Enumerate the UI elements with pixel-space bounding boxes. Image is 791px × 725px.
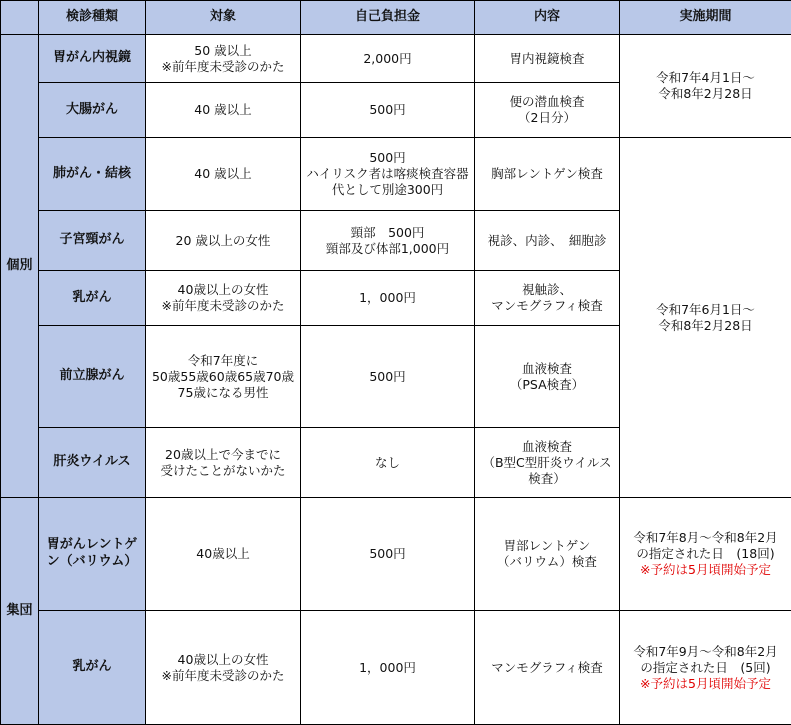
row-fee: 1，000円	[301, 611, 475, 725]
row-target: 令和7年度に 50歳55歳60歳65歳70歳 75歳になる男性	[146, 326, 301, 428]
row-content: 血液検査 （B型C型肝炎ウイルス検査）	[475, 428, 620, 498]
row-target: 40歳以上	[146, 498, 301, 611]
row-type: 前立腺がん	[39, 326, 146, 428]
row-content: 便の潜血検査 （2日分）	[475, 83, 620, 138]
row-type: 大腸がん	[39, 83, 146, 138]
group-label-individual: 個別	[1, 35, 39, 498]
header-period: 実施期間	[620, 1, 791, 35]
period-cell-1: 令和7年4月1日～ 令和8年2月28日	[620, 35, 791, 138]
reservation-note: ※予約は5月頃開始予定	[640, 675, 771, 691]
row-fee: 500円	[301, 83, 475, 138]
row-fee: 500円	[301, 326, 475, 428]
row-fee: 500円 ハイリスク者は喀痰検査容器代として別途300円	[301, 138, 475, 211]
row-content: 胃内視鏡検査	[475, 35, 620, 83]
row-target: 40歳以上の女性 ※前年度未受診のかた	[146, 271, 301, 326]
row-content: 視診、内診、 細胞診	[475, 211, 620, 271]
row-target: 50 歳以上 ※前年度未受診のかた	[146, 35, 301, 83]
row-type: 肝炎ウイルス	[39, 428, 146, 498]
header-target: 対象	[146, 1, 301, 35]
table-row	[1, 611, 791, 725]
row-target: 20歳以上で今までに 受けたことがないかた	[146, 428, 301, 498]
header-row	[1, 1, 791, 35]
row-content: マンモグラフィ検査	[475, 611, 620, 725]
header-group-cell	[1, 1, 39, 35]
row-type: 子宮頸がん	[39, 211, 146, 271]
row-type: 肺がん・結核	[39, 138, 146, 211]
row-target: 40 歳以上	[146, 83, 301, 138]
row-fee: 500円	[301, 498, 475, 611]
reservation-note: ※予約は5月頃開始予定	[640, 562, 771, 577]
period-cell-4: 令和7年9月～令和8年2月 の指定された日 (5回) ※予約は5月頃開始予定	[620, 611, 791, 725]
header-fee: 自己負担金	[301, 1, 475, 35]
row-content: 胃部レントゲン （バリウム）検査	[475, 498, 620, 611]
row-type: 胃がん内視鏡	[39, 35, 146, 83]
period-cell-2: 令和7年6月1日～ 令和8年2月28日	[620, 138, 791, 498]
row-target: 40 歳以上	[146, 138, 301, 211]
row-type: 乳がん	[39, 271, 146, 326]
row-content: 血液検査 （PSA検査）	[475, 326, 620, 428]
header-type: 検診種類	[39, 1, 146, 35]
row-content: 胸部レントゲン検査	[475, 138, 620, 211]
row-fee: 頸部 500円 頸部及び体部1,000円	[301, 211, 475, 271]
row-type: 胃がんレントゲン（バリウム）	[39, 498, 146, 611]
header-content: 内容	[475, 1, 620, 35]
row-fee: 2,000円	[301, 35, 475, 83]
period-cell-3: 令和7年8月～令和8年2月 の指定された日 (18回) ※予約は5月頃開始予定	[620, 498, 791, 611]
row-type: 乳がん	[39, 611, 146, 725]
row-target: 40歳以上の女性 ※前年度未受診のかた	[146, 611, 301, 725]
table-row	[1, 138, 791, 211]
group-label-group: 集団	[1, 498, 39, 725]
row-content: 視触診、 マンモグラフィ検査	[475, 271, 620, 326]
row-target: 20 歳以上の女性	[146, 211, 301, 271]
row-fee: なし	[301, 428, 475, 498]
table-row	[1, 35, 791, 83]
row-fee: 1，000円	[301, 271, 475, 326]
table-row	[1, 498, 791, 611]
